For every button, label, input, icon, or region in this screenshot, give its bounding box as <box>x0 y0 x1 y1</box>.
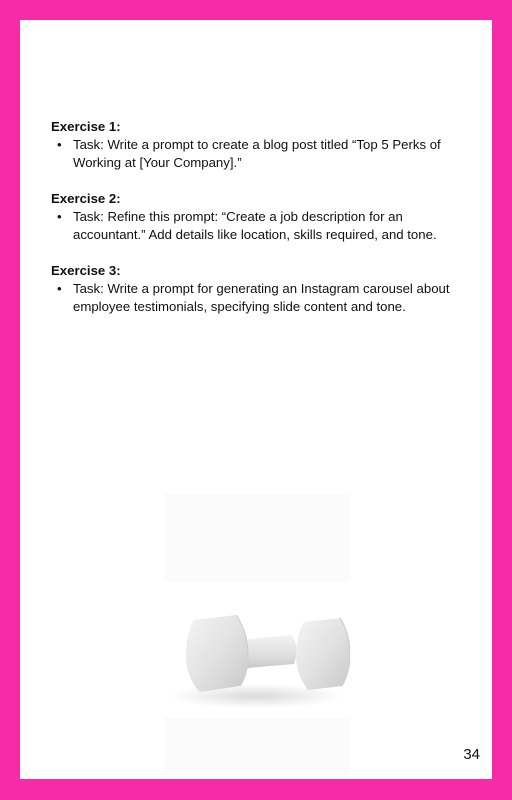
exercise-2 <box>51 190 471 244</box>
dumbbell-image <box>164 474 350 774</box>
task-list <box>51 208 471 244</box>
exercise-heading: Exercise 1: <box>51 119 121 134</box>
task-item <box>57 280 471 316</box>
exercise-1 <box>51 118 471 172</box>
bullet: • <box>57 209 62 224</box>
task-list <box>51 280 471 316</box>
task-list <box>51 136 471 172</box>
task-text: Task: Write a prompt for generating an Instagram carousel about employee testimonials, specifying slide content and tone. <box>73 281 450 314</box>
exercise-3 <box>51 262 471 316</box>
task-text: Task: Write a prompt to create a blog post titled “Top 5 Perks of Working at [Your Company].” <box>73 137 441 170</box>
task-text: Task: Refine this prompt: “Create a job description for an accountant.” Add details like location, skills required, and tone. <box>73 209 437 242</box>
exercise-heading: Exercise 3: <box>51 263 121 278</box>
task-item <box>57 208 471 244</box>
bullet: • <box>57 137 62 152</box>
task-item <box>57 136 471 172</box>
exercise-content <box>51 118 471 334</box>
exercise-heading: Exercise 2: <box>51 191 121 206</box>
dumbbell-icon <box>164 474 350 774</box>
page-number: 34 <box>463 746 480 763</box>
bullet: • <box>57 281 62 296</box>
page <box>20 20 492 779</box>
